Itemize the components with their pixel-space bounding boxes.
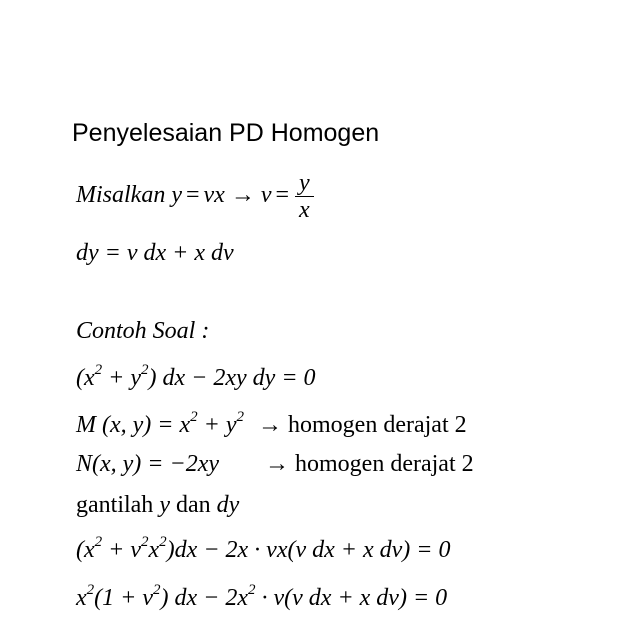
eq3-desc: homogen derajat 2 [295, 451, 474, 477]
eq4-p2: 2 [141, 534, 149, 550]
substitute-instruction [76, 490, 239, 520]
equation-1 [76, 363, 316, 393]
sub-lhs: y [171, 182, 182, 209]
sub-rhs: vx [203, 182, 225, 209]
eq1-p1: 2 [94, 362, 103, 378]
eq4-p3: 2 [159, 534, 167, 550]
eq2-desc: homogen derajat 2 [288, 412, 467, 438]
eq1-c: ) dx − 2xy dy = 0 [148, 365, 316, 391]
eq2-p2: 2 [236, 409, 244, 425]
sub-eq: = [185, 182, 200, 209]
sub-arrow: → [230, 182, 255, 209]
eq5-b: (1 + v [94, 585, 153, 611]
eq2-b: + y [197, 412, 237, 438]
eq1-a: (x [76, 365, 95, 391]
example-label-text: Contoh Soal : [76, 318, 210, 344]
sub-eq2: = [275, 182, 290, 209]
eq5-a: x [76, 585, 87, 611]
eq4-c: x [148, 537, 160, 563]
eq1-p2: 2 [141, 362, 149, 378]
eq2-a: M (x, y) = x [76, 412, 191, 438]
eq4-d: )dx − 2x · vx(v dx + x dv) = 0 [166, 537, 451, 563]
example-label [76, 316, 209, 346]
page-title: Penyelesaian PD Homogen [72, 119, 380, 147]
gantilah-d: dy [216, 492, 240, 518]
eq5-p2: 2 [153, 582, 161, 598]
substitution-line [76, 170, 314, 223]
equation-2 [76, 410, 467, 440]
fraction-denominator: x [299, 197, 310, 223]
eq4-a: (x [76, 537, 95, 563]
fraction-numerator: y [295, 170, 314, 197]
equation-5 [76, 583, 447, 613]
equation-3 [76, 449, 474, 479]
eq5-d: · v(v dx + x dv) = 0 [255, 585, 448, 611]
eq5-p1: 2 [86, 582, 95, 598]
differential-line [76, 238, 234, 268]
eq5-p3: 2 [248, 582, 256, 598]
substitution-prefix: Misalkan [76, 182, 172, 209]
gantilah-b: y [159, 492, 170, 518]
gantilah-c: dan [169, 492, 217, 518]
eq3-arrow: → [265, 451, 289, 477]
differential-expression: dy = v dx + x dv [76, 240, 234, 266]
eq2-p1: 2 [190, 409, 198, 425]
sub-v: v [260, 182, 272, 209]
fraction-y-over-x [295, 170, 314, 223]
eq4-p1: 2 [94, 534, 103, 550]
eq3-a: N(x, y) = −2xy [76, 451, 219, 477]
gantilah-a: gantilah [76, 492, 160, 518]
eq2-arrow: → [258, 412, 282, 438]
eq4-b: + v [102, 537, 142, 563]
eq1-b: + y [102, 365, 142, 391]
equation-4 [76, 535, 450, 565]
eq5-c: ) dx − 2x [160, 585, 248, 611]
